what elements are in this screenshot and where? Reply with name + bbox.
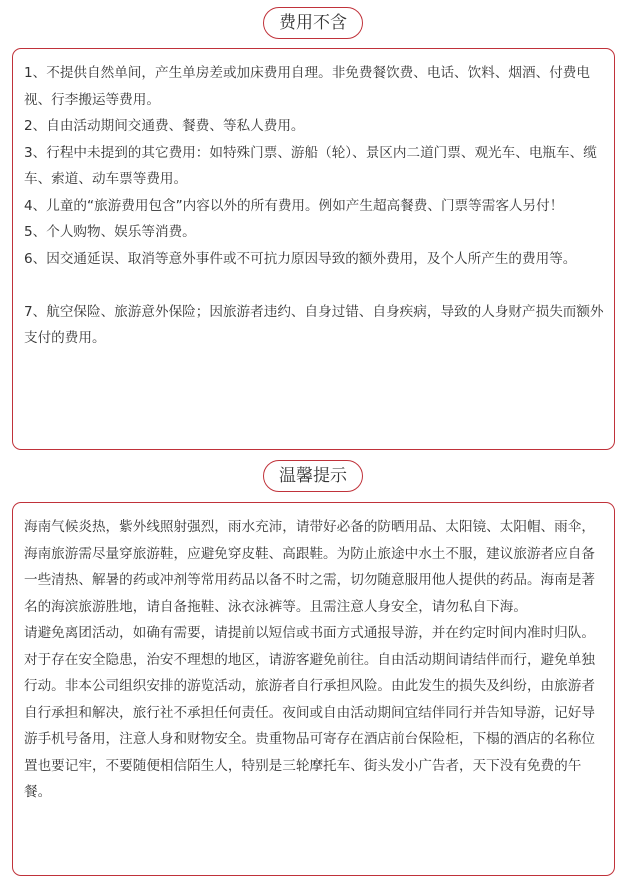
fee-item-1: 1、不提供自然单间，产生单房差或加床费用自理。非免费餐饮费、电话、饮料、烟酒、付费电视、行李搬运等费用。 — [24, 65, 590, 108]
fee-item-7: 7、航空保险、旅游意外保险；因旅游者违约、自身过错、自身疾病，导致的人身财产损失而额外支付的费用。 — [24, 303, 604, 346]
fee-item-6: 6、因交通延误、取消等意外事件或不可抗力原因导致的额外费用，及个人所产生的费用等。 — [24, 250, 577, 267]
blank-line — [24, 272, 604, 299]
tips-box — [12, 502, 615, 876]
section-title-tips: 温馨提示 — [263, 460, 363, 492]
fee-item-3: 3、行程中未提到的其它费用：如特殊门票、游船（轮）、景区内二道门票、观光车、电瓶车、缆车、索道、动车票等费用。 — [24, 144, 597, 187]
fee-item-2: 2、自由活动期间交通费、餐费、等私人费用。 — [24, 118, 305, 134]
fee-item-4: 4、儿童的“旅游费用包含”内容以外的所有费用。例如产生超高餐费、门票等需客人另付！ — [24, 197, 564, 214]
fees-excluded-box — [12, 48, 615, 450]
tips-paragraph-1: 海南气候炎热，紫外线照射强烈，雨水充沛，请带好必备的防晒用品、太阳镜、太阳帽、雨伞，海南旅游需尽量穿旅游鞋，应避免穿皮鞋、高跟鞋。为防止旅途中水土不服，建议旅游者应自备一些清热、解暑的药或冲剂等常用药品以备不时之需，切勿随意服用他人提供的药品。海南是著名的海滨旅游胜地，请自备拖鞋、泳衣泳裤等。且需注意人身安全，请勿私自下海。 — [24, 519, 595, 615]
fee-item-5: 5、个人购物、娱乐等消费。 — [24, 224, 196, 240]
section-title-fees-excluded: 费用不含 — [263, 7, 363, 39]
tips-paragraph-2: 请避免离团活动，如确有需要，请提前以短信或书面方式通报导游，并在约定时间内准时归队。对于存在安全隐患，治安不理想的地区，请游客避免前往。自由活动期间请结伴而行，避免单独行动。非本公司组织安排的游览活动，旅游者自行承担风险。由此发生的损失及纠纷，由旅游者自行承担和解决，旅行社不承担任何责任。夜间或自由活动期间宜结伴同行并告知导游，记好导游手机号备用，注意人身和财物安全。贵重物品可寄存在酒店前台保险柜，下榻的酒店的名称位置也要记牢，不要随便相信陌生人，特别是三轮摩托车、街头发小广告者，天下没有免费的午餐。 — [24, 625, 595, 800]
